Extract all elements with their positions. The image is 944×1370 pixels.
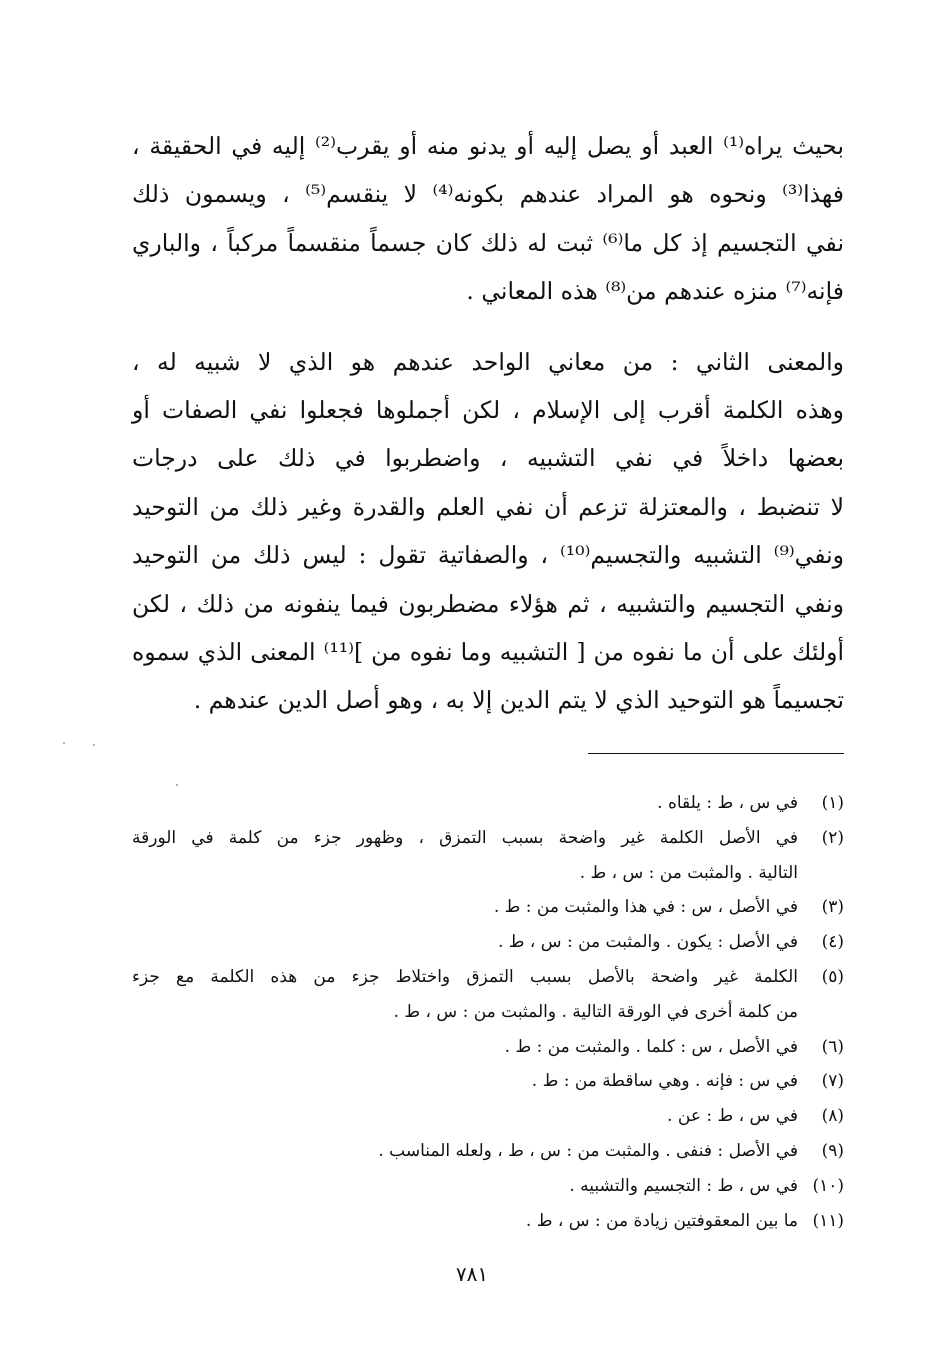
footnote-text	[132, 1134, 798, 1169]
footnotes	[132, 786, 844, 1238]
text-line: بعضها داخلاً في نفي التشبيه ، واضطربوا في ذلك على درجات	[132, 444, 844, 473]
footnote-number: (٨)	[821, 1106, 844, 1127]
text-line: وهذه الكلمة أقرب إلى الإسلام ، لكن أجملوها فجعلوا نفي الصفات أو	[132, 396, 844, 425]
text-line: بحيث يراه⁽¹⁾ العبد أو يصل إليه أو يدنو منه أو يقرب⁽²⁾ إليه في الحقيقة ،	[132, 132, 845, 160]
footnote-number: (١٠)	[812, 1175, 844, 1196]
text-line: تجسيماً هو التوحيد الذي لا يتم الدين إلا به ، وهو أصل الدين عندهم .	[193, 686, 844, 715]
footnote-text	[132, 821, 798, 891]
footnote-number: (١)	[821, 793, 844, 813]
footnote	[132, 1030, 844, 1065]
paper-speck	[63, 742, 65, 744]
footnote-number: (٦)	[821, 1036, 844, 1057]
footnote-separator	[588, 753, 844, 754]
footnote-line: من كلمة أخرى في الورقة التالية . والمثبت من : س ، ط .	[393, 1001, 798, 1022]
footnote-number: (٢)	[821, 827, 844, 848]
footnote	[132, 1099, 844, 1134]
footnote-line: في الأصل : فنفى . والمثبت من : س ، ط ، ولعله المناسب .	[378, 1140, 798, 1161]
paper-speck	[176, 784, 178, 786]
footnote-line: في الأصل ، س : كلما . والمثبت من : ط .	[504, 1036, 798, 1057]
paragraph-2	[132, 338, 844, 725]
footnote-number: (٣)	[821, 897, 844, 918]
footnote-text	[132, 1204, 798, 1239]
footnote-number: (٧)	[821, 1071, 844, 1092]
footnote-text	[132, 890, 798, 925]
text-line: فهذا⁽³⁾ ونحوه هو المراد عندهم بكونه⁽⁴⁾ لا ينقسم⁽⁵⁾ ، ويسمون ذلك	[132, 180, 844, 209]
footnote-line: في س : فإنه . وهي ساقطة من : ط .	[531, 1071, 798, 1092]
footnote-line: في س ، ط : عن .	[667, 1106, 798, 1127]
footnote	[132, 925, 844, 960]
footnote-line: في الأصل الكلمة غير واضحة بسبب التمزق ، وظهور جزء من كلمة في الورقة	[132, 827, 798, 848]
text-line: لا تنضبط ، والمعتزلة تزعم أن نفي العلم والقدرة وغير ذلك من التوحيد	[132, 492, 844, 521]
text-line: ونفي التجسيم والتشبيه ، ثم هؤلاء مضطربون فيما ينفونه من ذلك ، لكن	[132, 589, 844, 618]
footnote-text	[132, 1064, 798, 1099]
footnote-text	[132, 1030, 798, 1065]
footnote-line: ما بين المعقوفتين زيادة من : س ، ط .	[525, 1210, 798, 1231]
paper-speck	[93, 744, 95, 746]
footnote-text	[132, 1169, 798, 1204]
footnote-text	[132, 786, 798, 821]
page-number: ٧٨١	[455, 1262, 489, 1286]
footnote-number: (٤)	[821, 932, 844, 953]
footnote-line: في س ، ط : التجسيم والتشبيه .	[569, 1175, 798, 1196]
footnote-number: (١١)	[812, 1210, 844, 1231]
footnote	[132, 821, 844, 891]
footnote-line: في س ، ط : يلقاه .	[657, 793, 798, 813]
footnote	[132, 786, 844, 821]
paragraph-1	[132, 122, 844, 316]
footnote-text	[132, 1099, 798, 1134]
footnote	[132, 960, 844, 1030]
footnote-line: في الأصل ، س : في هذا والمثبت من : ط .	[493, 897, 798, 918]
footnote	[132, 1169, 844, 1204]
footnote-text	[132, 925, 798, 960]
footnote-line: في الأصل : يكون . والمثبت من : س ، ط .	[497, 932, 798, 953]
footnote-line: الكلمة غير واضحة بالأصل بسبب التمزق واختلاط جزء من هذه الكلمة مع جزء	[132, 966, 798, 987]
text-line: فإنه⁽⁷⁾ منزه عندهم من⁽⁸⁾ هذه المعاني .	[466, 277, 844, 306]
text-line: والمعنى الثاني : من معاني الواحد عندهم هو الذي لا شبيه له ،	[132, 347, 844, 376]
footnote-number: (٥)	[821, 966, 844, 987]
text-line: نفي التجسيم إذ كل ما⁽⁶⁾ ثبت له ذلك كان جسماً منقسماً مركباً ، والباري	[132, 228, 844, 257]
footnote	[132, 1204, 844, 1239]
text-line: أولئك على أن ما نفوه من [ التشبيه وما نفوه من ]⁽¹¹⁾ المعنى الذي سموه	[132, 638, 844, 667]
footnote-number: (٩)	[821, 1140, 844, 1161]
text-line: ونفي⁽⁹⁾ التشبيه والتجسيم⁽¹⁰⁾ ، والصفاتية تقول : ليس ذلك من التوحيد	[132, 541, 844, 570]
footnote	[132, 1134, 844, 1169]
main-text	[132, 122, 844, 725]
footnote	[132, 1064, 844, 1099]
footnote-text	[132, 960, 798, 1030]
footnote	[132, 890, 844, 925]
footnote-line: التالية . والمثبت من : س ، ط .	[579, 862, 798, 883]
